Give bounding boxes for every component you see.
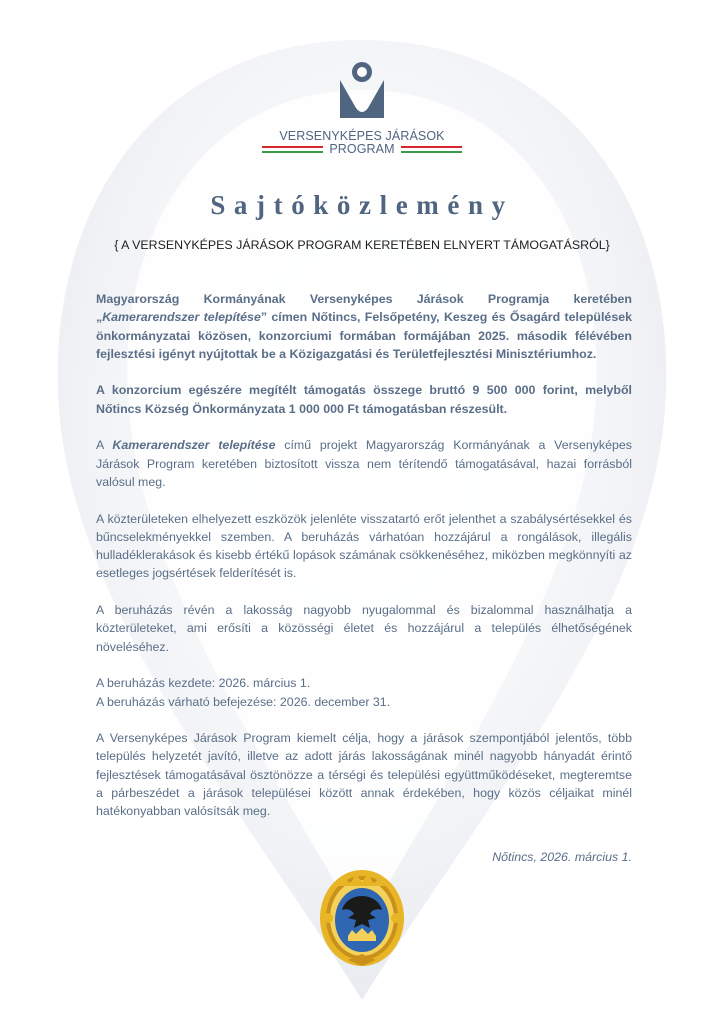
- paragraph-2: A konzorcium egészére megítélt támogatás összege bruttó 9 500 000 forint, melyből Nőtincs Község Önkormányzata 1 000 000 Ft támogatásban részesült.: [96, 383, 632, 416]
- paragraph-4: A közterületeken elhelyezett eszközök jelenléte visszatartó erőt jelenthet a szabálysértésekkel és bűncselekményekkel szemben. A beruházás várhatóan hozzájárul a rongálások, illegális hulladéklerakások és kisebb értékű lopások számának csökkenéséhez, miközben megkönnyíti az esetleges jogsértések felderítését is.: [96, 511, 632, 581]
- paragraph-3-rest: című projekt Magyarország Kormányának a Versenyképes Járások Program keretében biztosított vissza nem térítendő támogatásával, hazai forrásból valósul meg.: [96, 438, 632, 489]
- brand-wordmark: [262, 130, 462, 156]
- page-subtitle: { A VERSENYKÉPES JÁRÁSOK PROGRAM KERETÉBEN ELNYERT TÁMOGATÁSRÓL}: [114, 238, 610, 252]
- coat-of-arms-icon: [318, 866, 406, 968]
- brand-line1: VERSENYKÉPES JÁRÁSOK: [279, 129, 445, 143]
- paragraph-3-intro: A: [96, 438, 113, 453]
- end-date: A beruházás várható befejezése: 2026. december 31.: [96, 694, 391, 709]
- page-title: Sajtóközlemény: [210, 190, 514, 220]
- paragraph-3: [96, 436, 632, 491]
- flag-stripe-left: [262, 146, 323, 153]
- project-name-2: Kamerarendszer telepítése: [112, 438, 276, 453]
- paragraph-1-intro: Magyarország Kormányának Versenyképes Járások Programja keretében „: [96, 292, 632, 325]
- start-date: A beruházás kezdete: 2026. március 1.: [96, 676, 311, 691]
- paragraph-5: A beruházás révén a lakosság nagyobb nyugalommal és bizalommal használhatja a közterületeket, ami erősíti a közösségi életet és hozzájárul a település élhetőségének növeléséhez.: [96, 603, 632, 654]
- pin-logo-icon: [338, 60, 386, 120]
- paragraph-1: [96, 290, 632, 363]
- paragraph-1-rest: ” címen Nőtincs, Felsőpetény, Keszeg és Ősagárd települések önkormányzatai közösen, konzorciumi formában formájában 2025. második félévében fejlesztési igényt nyújtottak be a Közigazgatási és Területfejlesztési Minisztériumhoz.: [96, 310, 632, 361]
- brand-line2: PROGRAM: [329, 142, 395, 156]
- paragraph-6: A Versenyképes Járások Program kiemelt célja, hogy a járások szempontjából jelentős, több település helyzetét javító, illetve az adott járás lakosságának minél nagyobb hányadát érintő fejlesztések támogatásával ösztönözze a térségi és települési együttműködéseket, megteremtse a párbeszédet a járások települései között annak érdekében, hogy közös céljaikat minél hatékonyabban valósítsák meg.: [96, 731, 632, 819]
- flag-stripe-right: [401, 146, 462, 153]
- press-release-body: [96, 290, 632, 821]
- project-name: Kamerarendszer telepítése: [102, 310, 261, 325]
- signature-place-date: Nőtincs, 2026. március 1.: [492, 850, 632, 864]
